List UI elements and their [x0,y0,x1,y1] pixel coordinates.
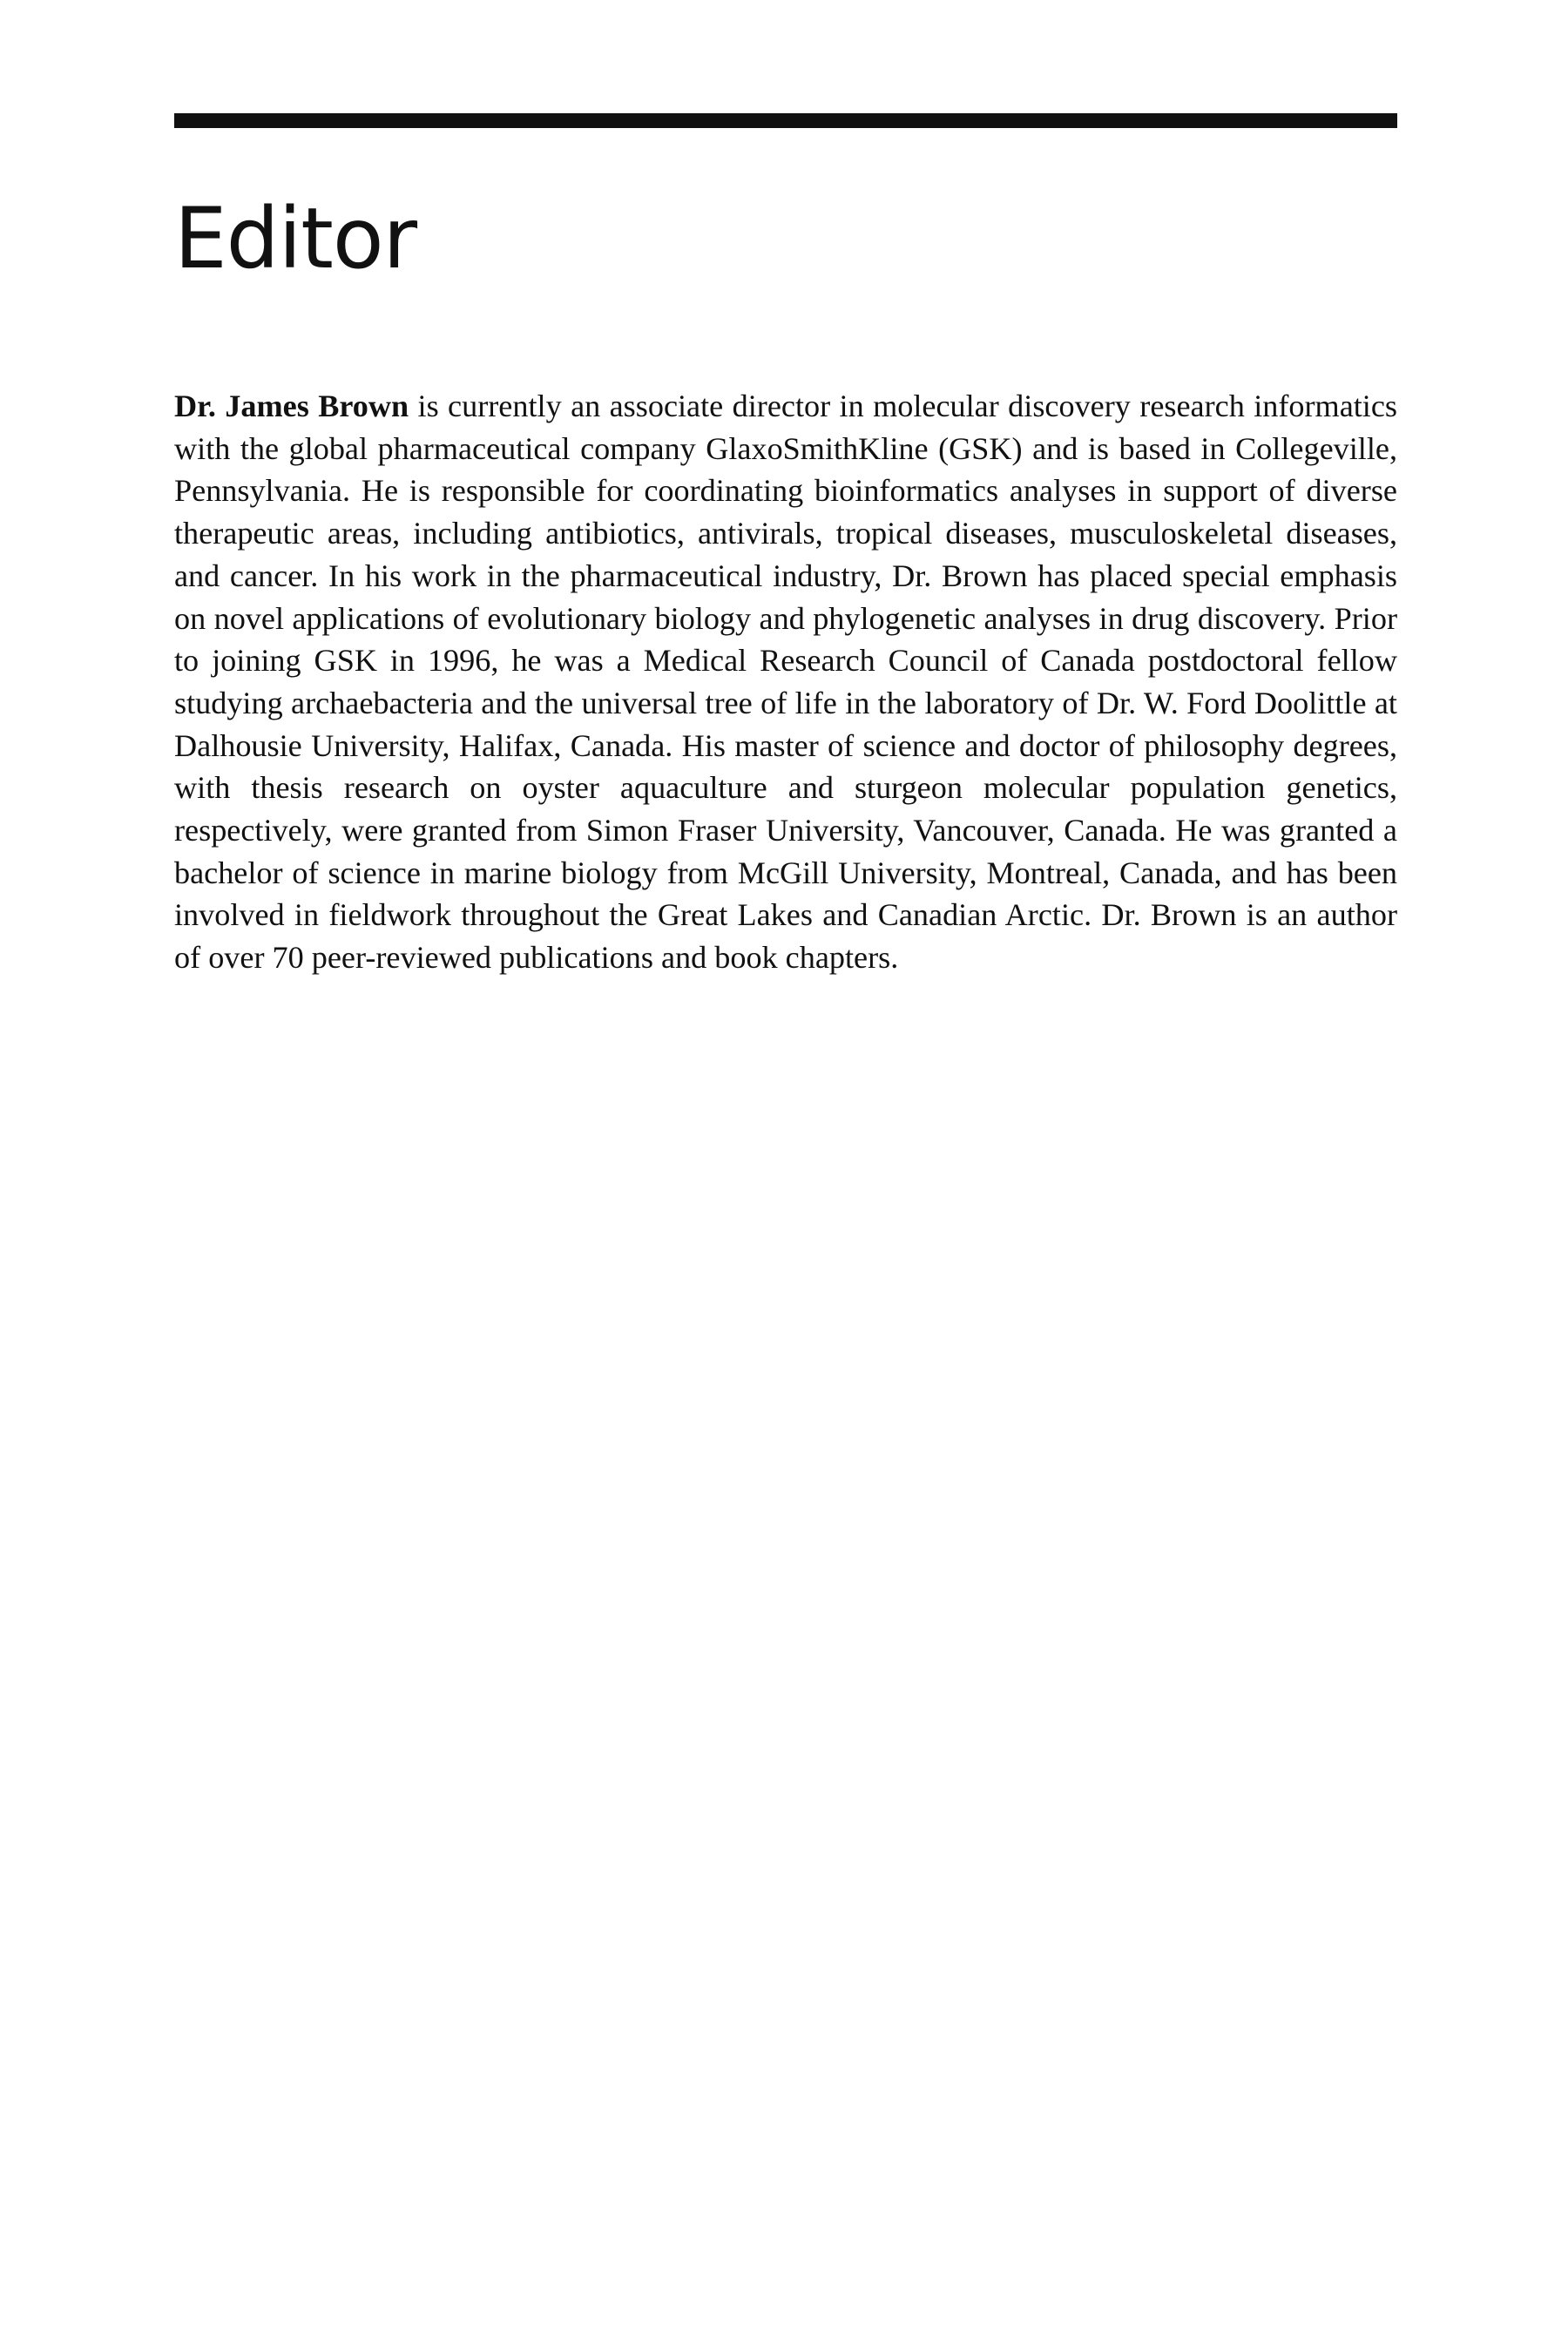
editor-bio-paragraph [174,385,1397,979]
editor-name: Dr. James Brown [174,389,409,423]
page-title: Editor [174,190,417,287]
top-rule [174,113,1397,128]
editor-bio-text: is currently an associate director in molecular discovery research informatics with the global pharmaceutical company GlaxoSmithKline (GSK) and is based in Collegeville, Pennsylvania. He is responsible for coordinating bioinformatics analyses in support of diverse therapeutic areas, including antibiotics, antivirals, tropical diseases, musculoskeletal diseases, and cancer. In his work in the pharmaceutical industry, Dr. Brown has placed special emphasis on novel applications of evolutionary biology and phylogenetic analyses in drug discovery. Prior to joining GSK in 1996, he was a Medical Research Council of Canada postdoctoral fellow studying archaebacteria and the universal tree of life in the laboratory of Dr. W. Ford Doolittle at Dalhousie University, Halifax, Canada. His master of science and doctor of philosophy degrees, with thesis research on oyster aquaculture and sturgeon molecular population genetics, respectively, were granted from Simon Fraser University, Vancouver, Canada. He was granted a bachelor of science in marine biology from McGill University, Montreal, Canada, and has been involved in fieldwork throughout the Great Lakes and Canadian Arctic. Dr. Brown is an author of over 70 peer-reviewed publications and book chapters. [174,389,1398,976]
